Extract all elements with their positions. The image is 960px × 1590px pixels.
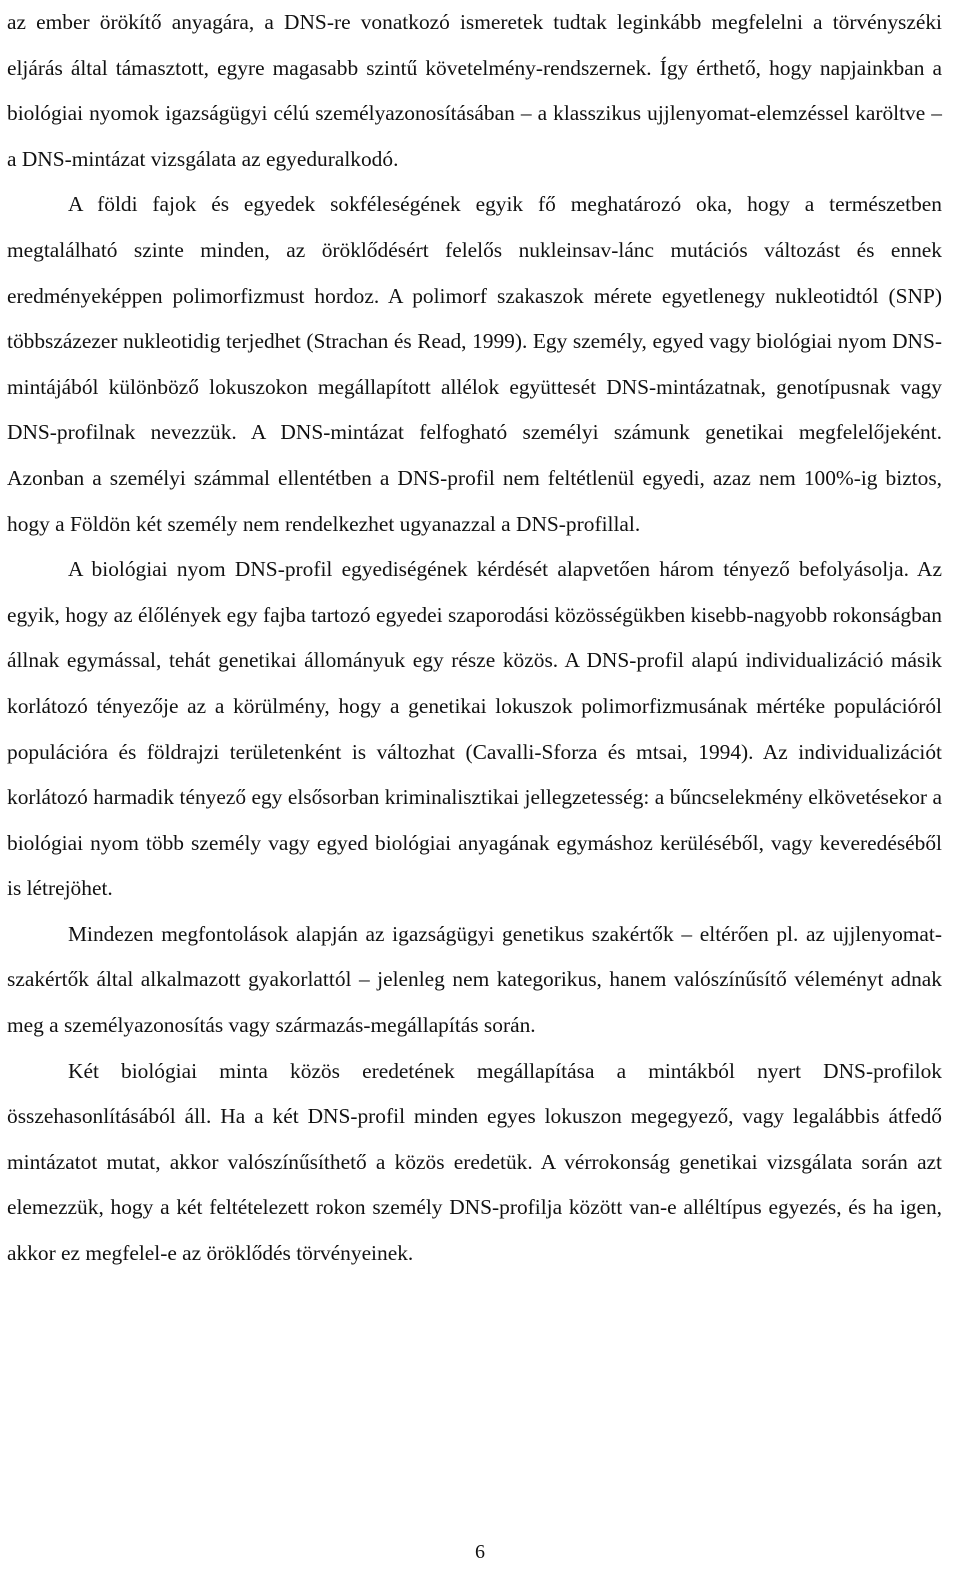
paragraph-profile-uniqueness: A biológiai nyom DNS-profil egyediségének kérdését alapvetően három tényező befolyásolja. Az egyik, hogy az élőlények egy fajba tartozó egyedei szaporodási közösségükben kisebb-nagyobb rokonságban állnak egymással, tehát genetikai állományuk egy része közös. A DNS-profil alapú individualizáció másik korlátozó tényezője az a körülmény, hogy a genetikai lokuszok polimorfizmusának mértéke populációról populációra és földrajzi területenként is változhat (Cavalli-Sforza és mtsai, 1994). Az individualizációt korlátozó harmadik tényező egy elsősorban kriminalisztikai jellegzetesség: a bűncselekmény elkövetésekor a biológiai nyom több személy vagy egyed biológiai anyagának egymáshoz kerüléséből, vagy keveredéséből is létrejöhet. [7, 557, 942, 901]
paragraph-expert-opinion: Mindezen megfontolások alapján az igazságügyi genetikus szakértők – eltérően pl. az ujjlenyomat-szakértők által alkalmazott gyakorlattól – jelenleg nem kategorikus, hanem valószínűsítő véleményt adnak meg a személyazonosítás vagy származás-megállapítás során. [7, 921, 942, 1038]
document-body [7, 0, 942, 1277]
paragraph-dna-polymorphism: A földi fajok és egyedek sokféleségének egyik fő meghatározó oka, hogy a természetben megtalálható szinte minden, az öröklődésért felelős nukleinsav-lánc mutációs változást és ennek eredményeképpen polimorfizmust hordoz. A polimorf szakaszok mérete egyetlenegy nukleotidtól (SNP) többszázezer nukleotidig terjedhet (Strachan és Read, 1999). Egy személy, egyed vagy biológiai nyom DNS-mintájából különböző lokuszokon megállapított allélok együttesét DNS-mintázatnak, genotípusnak vagy DNS-profilnak nevezzük. A DNS-mintázat felfogható személyi számunk genetikai megfelelőjeként. Azonban a személyi számmal ellentétben a DNS-profil nem feltétlenül egyedi, azaz nem 100%-ig biztos, hogy a Földön két személy nem rendelkezhet ugyanazzal a DNS-profillal. [7, 192, 942, 536]
page-number: 6 [475, 1541, 485, 1563]
paragraph-profile-comparison: Két biológiai minta közös eredetének megállapítása a mintákból nyert DNS-profilok összehasonlításából áll. Ha a két DNS-profil minden egyes lokuszon megegyező, vagy legalábbis átfedő mintázatot mutat, akkor valószínűsíthető a közös eredetük. A vérrokonság genetikai vizsgálata során azt elemezzük, hogy a két feltételezett rokon személy DNS-profilja között van-e alléltípus egyezés, és ha igen, akkor ez megfelel-e az öröklődés törvényeinek. [7, 1058, 942, 1266]
paragraph-continuation: az ember örökítő anyagára, a DNS-re vonatkozó ismeretek tudtak leginkább megfelelni a törvényszéki eljárás által támasztott, egyre magasabb szintű követelmény-rendszernek. Így érthető, hogy napjainkban a biológiai nyomok igazságügyi célú személyazonosításában – a klasszikus ujjlenyomat-elemzéssel karöltve – a DNS-mintázat vizsgálata az egyeduralkodó. [7, 10, 942, 171]
